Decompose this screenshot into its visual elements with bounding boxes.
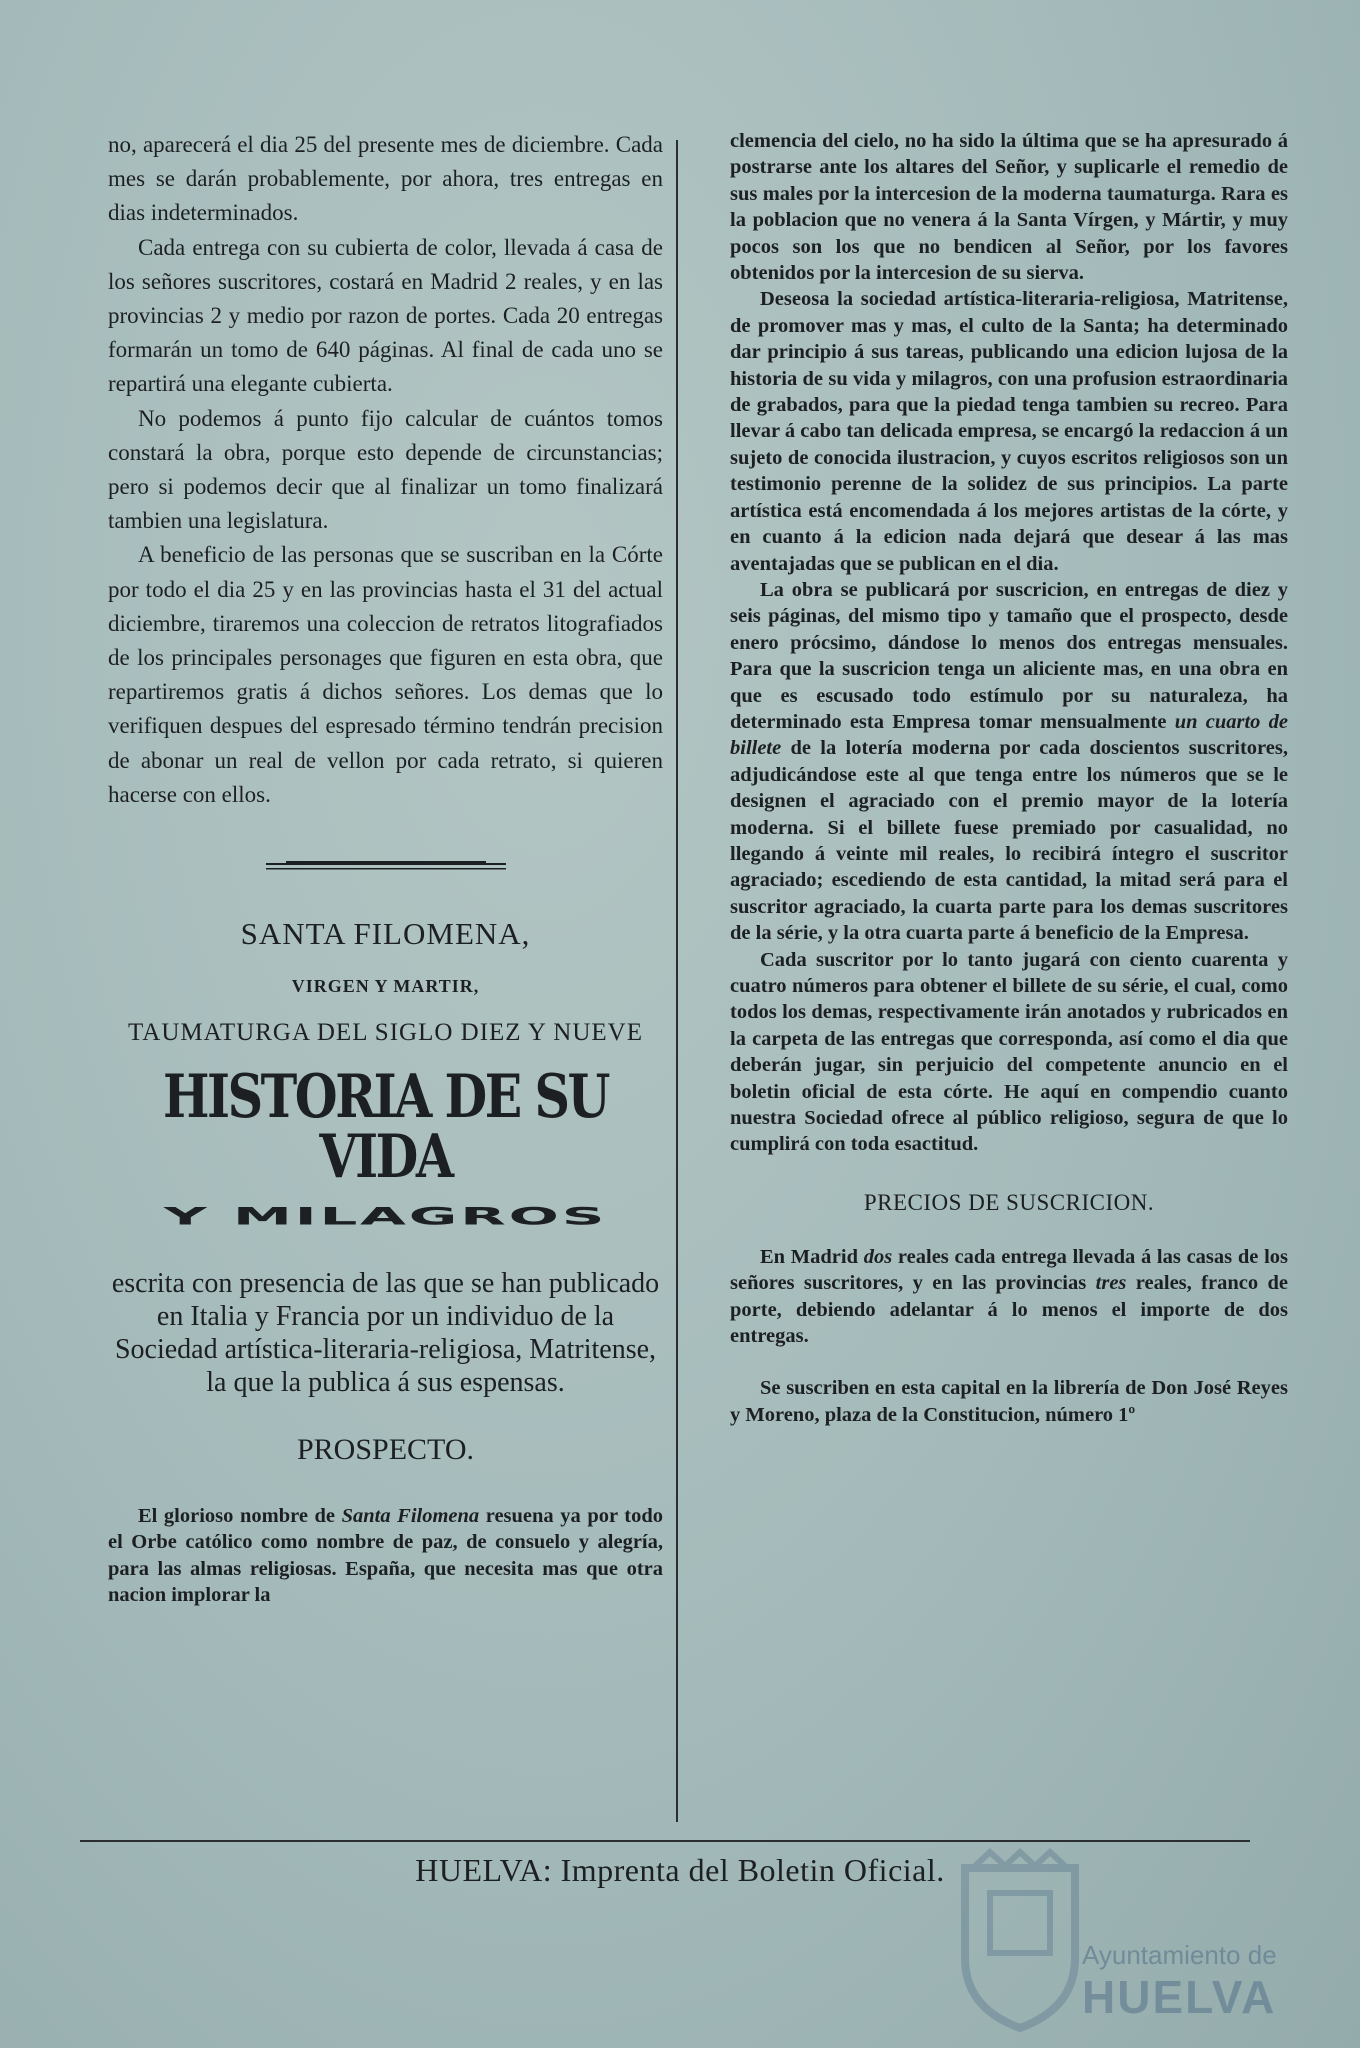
footer-rule	[80, 1840, 1250, 1842]
work-subtitle-virgen: VIRGEN Y MARTIR,	[291, 976, 480, 997]
left-paragraph: No podemos á punto fijo calcular de cuántos tomos constará la obra, porque esto depende de circunstancias; pero si podemos decir que al finalizar un tomo finalizará tambien una legislatura.	[108, 405, 663, 534]
right-column	[730, 128, 1288, 1428]
right-paragraph: clemencia del cielo, no ha sido la última que se ha apresurado á postrarse ante los altares del Señor, y suplicarle el remedio de sus males por la intercesion de la moderna taumaturga. Rara es la poblacion que no venera á la Santa Vírgen, y Mártir, y muy pocos son los que no bendicen al Señor, por los favores obtenidos por la intercesion de su sierva.	[730, 130, 1288, 285]
left-paragraph: Cada entrega con su cubierta de color, llevada á casa de los señores suscritores, costará en Madrid 2 reales, y en las provincias 2 y medio por razon de portes. Cada 20 entregas formarán un tomo de 640 páginas. Al final de cada uno se repartirá una elegante cubierta.	[108, 234, 663, 397]
work-milagros-heading: Y MILAGROS	[163, 1202, 608, 1231]
work-description: escrita con presencia de las que se han publicado en Italia y Francia por un individuo de la Sociedad artística-literaria-religiosa, Matritense, la que la publica á sus espensas.	[111, 1268, 660, 1399]
watermark-line-1: Ayuntamiento de	[1082, 1940, 1277, 1970]
left-paragraph: A beneficio de las personas que se suscriban en la Córte por todo el dia 25 y en las provincias hasta el 31 del actual diciembre, tiraremos una coleccion de retratos litografiados de los principales personages que figuren en esta obra, que repartiremos gratis á dichos señores. Los demas que lo verifiquen despues del espresado término tendrán precision de abonar un real de vellon por cada retrato, si quieren hacerse con ellos.	[108, 542, 663, 807]
right-paragraph: La obra se publicará por suscricion, en entregas de diez y seis páginas, del mismo tipo y tamaño que el prospecto, desde enero prócsimo, dándose lo menos dos entregas mensuales. Para que la suscricion tenga un aliciente mas, en una obra en que es escusado todo estímulo por su naturaleza, ha determinado esta Empresa tomar mensualmente un cuarto de billete de la lotería moderna por cada doscientos suscritores, adjudicándose este al que tenga entre los números que se le designen el agraciado con el premio mayor de la lotería moderna. Si el billete fuese premiado por casualidad, no llegando á veinte mil reales, lo recibirá íntegro el suscritor agraciado; escediendo de esta cantidad, la mitad será para el suscritor agraciado, la cuarta parte para los demas suscritores de la série, y la otra cuarta parte á beneficio de la Empresa.	[730, 578, 1289, 945]
work-title: SANTA FILOMENA,	[240, 916, 531, 952]
left-paragraph: no, aparecerá el dia 25 del presente mes de diciembre. Cada mes se darán probablemente, por ahora, tres entregas en dias indeterminados.	[108, 132, 663, 226]
precios-heading: PRECIOS DE SUSCRICION.	[863, 1189, 1155, 1215]
right-paragraph: Cada suscritor por lo tanto jugará con ciento cuarenta y cuatro números para obtener el billete de su série, el cual, como todos los demas, respectivamente irán anotados y rubricados en la carpeta de las entregas que corresponda, así como el dia que deberán jugar, sin perjuicio del competente anuncio en el boletin oficial de esta córte. He aquí en compendio cuanto nuestra Sociedad ofrece al público religioso, segura de que lo cumplirá con toda esactitud.	[730, 948, 1288, 1156]
column-divider	[676, 140, 678, 1822]
watermark-line-2: HUELVA	[1082, 1971, 1277, 2023]
prospecto-heading: PROSPECTO.	[296, 1433, 474, 1467]
prospecto-paragraph: El glorioso nombre de Santa Filomena resuena ya por todo el Orbe católico como nombre de paz, de consuelo y alegría, para las almas religiosas. España, que necesita mas que otra nacion implorar la	[108, 1505, 663, 1607]
suscripcion-paragraph: Se suscriben en esta capital en la librería de Don José Reyes y Moreno, plaza de la Constitucion, número 1º	[730, 1377, 1288, 1426]
left-column	[108, 128, 663, 1609]
precios-paragraph: En Madrid dos reales cada entrega llevada á las casas de los señores suscritores, y en las provincias tres reales, franco de porte, debiendo adelantar á lo menos el importe de dos entregas.	[730, 1245, 1288, 1348]
work-main-heading: HISTORIA DE SU VIDA	[162, 1062, 609, 1193]
right-paragraph: Deseosa la sociedad artística-literaria-religiosa, Matritense, de promover mas y mas, el culto de la Santa; ha determinado dar principio á sus tareas, publicando una edicion lujosa de la historia de su vida y milagros, con una profusion estraordinaria de grabados, para que la piedad tenga tambien su recreo. Para llevar á cabo tan delicada empresa, se encargó la redaccion á un sujeto de conocida ilustracion, y cuyos escritos religiosos son un testimonio perenne de la solidez de sus principios. La parte artística está encomendada á los mejores artistas de la córte, y en cuanto á la edicion nada dejará que desear á las mas aventajadas que se publican en el dia.	[730, 288, 1289, 575]
work-subtitle-taumaturga: TAUMATURGA DEL SIGLO DIEZ Y NUEVE	[128, 1019, 643, 1047]
ornamental-divider	[266, 858, 506, 872]
printer-imprint: HUELVA: Imprenta del Boletin Oficial.	[415, 1852, 945, 1888]
